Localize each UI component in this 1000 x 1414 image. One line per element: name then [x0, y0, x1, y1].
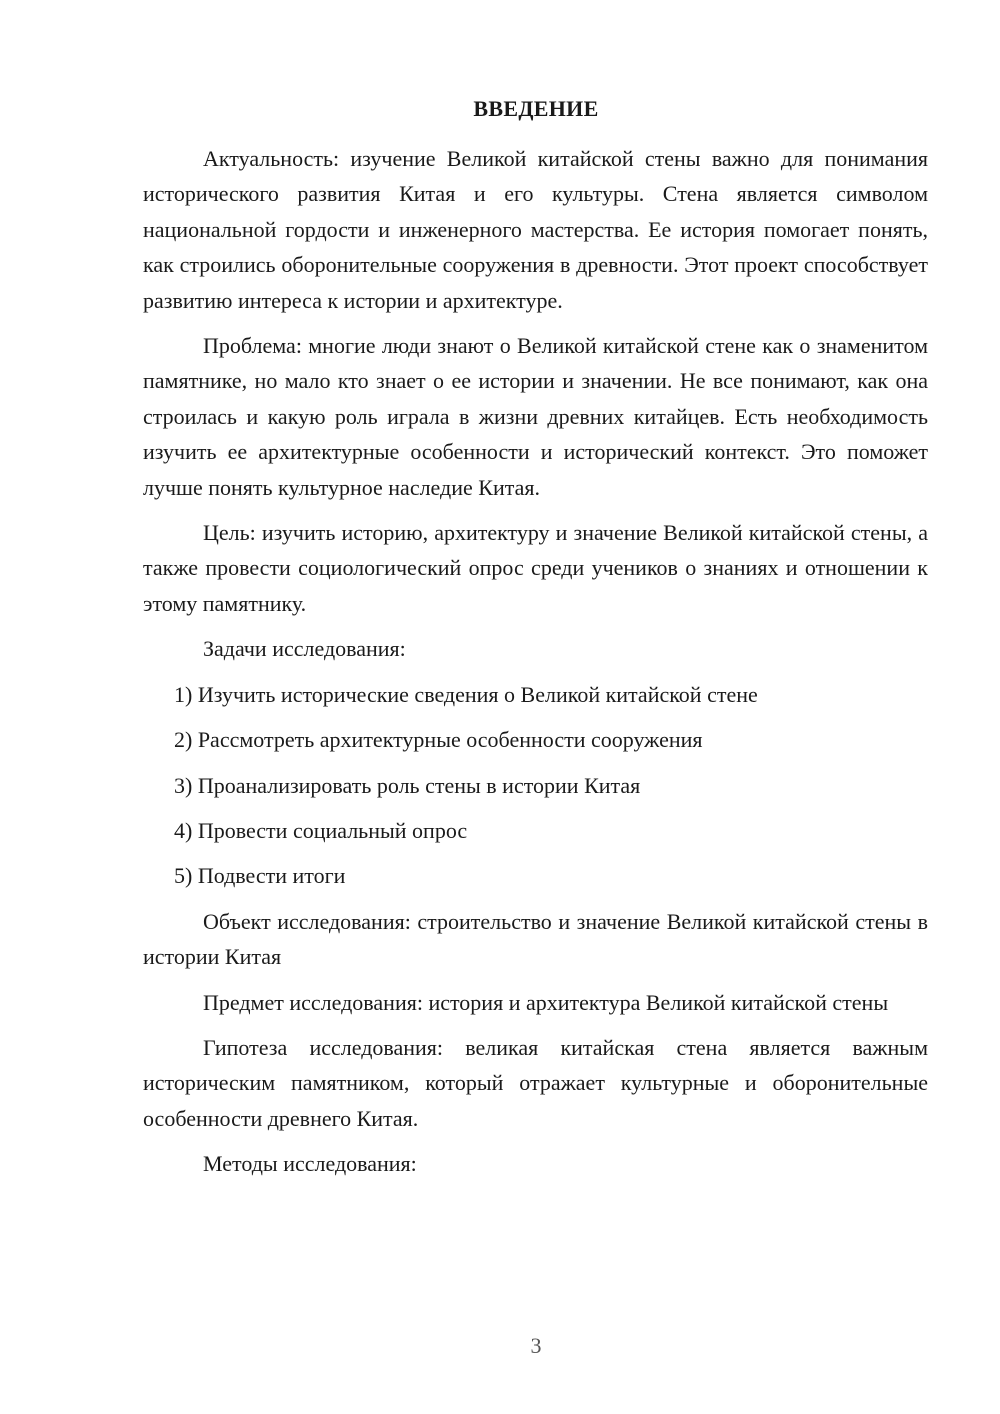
- list-item: 1) Изучить исторические сведения о Великой китайской стене: [174, 681, 758, 707]
- document-body: [143, 141, 928, 1192]
- methods-title: Методы исследования:: [203, 1151, 417, 1177]
- goal-paragraph: Цель: изучить историю, архитектуру и значение Великой китайской стены, а также провести социологический опрос среди учеников о знаниях и отношении к этому памятнику.: [143, 520, 928, 616]
- relevance-paragraph: Актуальность: изучение Великой китайской стены важно для понимания исторического развития Китая и его культуры. Стена является символом национальной гордости и инженерного мастерства. Ее история помогает понять, как строились оборонительные сооружения в древности. Этот проект способствует развитию интереса к истории и архитектуре.: [143, 146, 928, 313]
- list-item: 4) Провести социальный опрос: [174, 817, 468, 843]
- list-item: 3) Проанализировать роль стены в истории Китая: [174, 772, 641, 798]
- subject-paragraph: Предмет исследования: история и архитектура Великой китайской стены: [203, 989, 889, 1015]
- page-number: 3: [530, 1333, 542, 1358]
- list-item: 5) Подвести итоги: [174, 863, 346, 889]
- object-paragraph: Объект исследования: строительство и значение Великой китайской стены в истории Китая: [143, 908, 928, 970]
- section-heading: ВВЕДЕНИЕ: [473, 96, 599, 121]
- tasks-title: Задачи исследования:: [203, 636, 406, 662]
- hypothesis-paragraph: Гипотеза исследования: великая китайская стена является важным историческим памятником, который отражает культурные и оборонительные особенности древнего Китая.: [143, 1034, 928, 1131]
- tasks-list: [143, 677, 928, 894]
- problem-paragraph: Проблема: многие люди знают о Великой китайской стене как о знаменитом памятнике, но мало кто знает о ее истории и значении. Не все понимают, как она строилась и какую роль играла в жизни древних китайцев. Есть необходимость изучить ее архитектурные особенности и исторический контекст. Это поможет лучше понять культурное наследие Китая.: [143, 333, 928, 500]
- list-item: 2) Рассмотреть архитектурные особенности сооружения: [174, 727, 703, 753]
